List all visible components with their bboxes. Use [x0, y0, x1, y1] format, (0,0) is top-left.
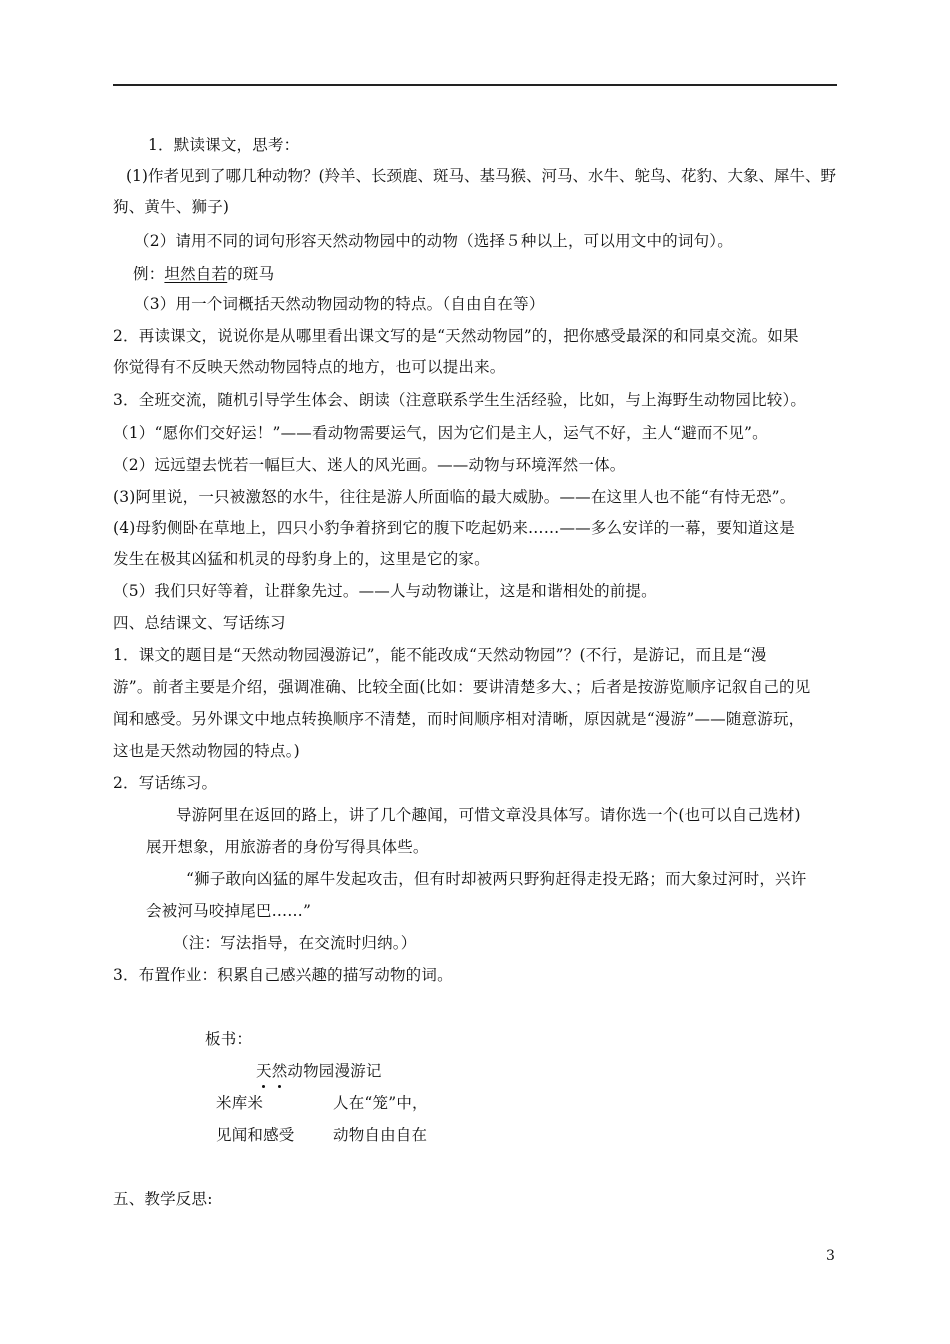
text-line: 导游阿里在返回的路上，讲了几个趣闻，可惜文章没具体写。请你选一个(也可以自己选材) — [176, 806, 801, 824]
board-left-2: 见闻和感受 — [216, 1126, 295, 1144]
text-line: （5）我们只好等着，让群象先过。——人与动物谦让，这是和谐相处的前提。 — [113, 582, 657, 600]
page-number: 3 — [826, 1248, 835, 1264]
text-line: 闻和感受。另外课文中地点转换顺序不清楚，而时间顺序相对清晰，原因就是“漫游”——随意游玩， — [113, 710, 805, 728]
board-right-1: 人在“笼”中， — [333, 1094, 428, 1112]
example-line — [133, 263, 274, 285]
text-line: （注：写法指导，在交流时归纳。） — [173, 934, 417, 952]
text-line: (4)母豹侧卧在草地上，四只小豹争着挤到它的腹下吃起奶来……——多么安详的一幕，要知道这是 — [113, 519, 795, 537]
example-label: 例： — [133, 265, 165, 283]
quote-line: 会被河马咬掉尾巴……” — [146, 902, 312, 920]
text-line: 展开想象，用旅游者的身份写得具体些。 — [146, 838, 429, 856]
text-line: 狗、黄牛、狮子) — [113, 198, 230, 216]
board-left-1: 米库米 — [216, 1094, 264, 1112]
header-rule — [113, 84, 837, 86]
text-line: 游”。前者主要是介绍，强调准确、比较全面(比如：要讲清楚多大、；后者是按游览顺序记叙自己的见 — [113, 678, 811, 696]
section-heading: 五、教学反思: — [113, 1190, 213, 1208]
board-label: 板书： — [205, 1030, 253, 1048]
board-title — [256, 1060, 382, 1082]
example-word: 坦然自若 — [164, 265, 228, 283]
text-line: （1）“愿你们交好运！”——看动物需要运气，因为它们是主人，运气不好，主人“避而不见”。 — [113, 424, 768, 442]
text-line: （3）用一个词概括天然动物园动物的特点。（自由自在等） — [134, 295, 545, 313]
text-line: 这也是天然动物园的特点。) — [113, 742, 300, 760]
text-line: （2）远远望去恍若一幅巨大、迷人的风光画。——动物与环境浑然一体。 — [113, 456, 626, 474]
board-title-rest: 动物园漫游记 — [287, 1062, 382, 1080]
text-line: 3．布置作业：积累自己感兴趣的描写动物的词。 — [113, 966, 453, 984]
emphasis-char: 天 — [256, 1062, 272, 1080]
section-heading: 四、总结课文、写话练习 — [113, 614, 286, 632]
text-line: 1．默读课文，思考： — [148, 136, 300, 154]
board-right-2: 动物自由自在 — [333, 1126, 428, 1144]
text-line: 1．课文的题目是“天然动物园漫游记”，能不能改成“天然动物园”？(不行，是游记，而且是“漫 — [113, 646, 767, 664]
quote-line: “狮子敢向凶猛的犀牛发起攻击，但有时却被两只野狗赶得走投无路；而大象过河时，兴许 — [186, 870, 807, 888]
text-line: 发生在极其凶猛和机灵的母豹身上的，这里是它的家。 — [113, 550, 490, 568]
emphasis-char: 然 — [271, 1062, 288, 1080]
text-line: （2）请用不同的词句形容天然动物园中的动物（选择５种以上，可以用文中的词句）。 — [134, 232, 733, 250]
text-line: 3．全班交流，随机引导学生体会、朗读（注意联系学生生活经验，比如，与上海野生动物园比较）。 — [113, 391, 807, 409]
text-line: 2．再读课文，说说你是从哪里看出课文写的是“天然动物园”的，把你感受最深的和同桌交流。如果 — [113, 327, 799, 345]
text-line: (1)作者见到了哪几种动物？(羚羊、长颈鹿、斑马、基马猴、河马、水牛、鸵鸟、花豹、大象、犀牛、野 — [126, 167, 837, 185]
text-line: (3)阿里说，一只被激怒的水牛，往往是游人所面临的最大威胁。——在这里人也不能“有恃无恐”。 — [113, 488, 796, 506]
text-line: 2．写话练习。 — [113, 774, 218, 792]
example-rest: 的斑马 — [227, 265, 275, 283]
text-line: 你觉得有不反映天然动物园特点的地方，也可以提出来。 — [113, 358, 506, 376]
